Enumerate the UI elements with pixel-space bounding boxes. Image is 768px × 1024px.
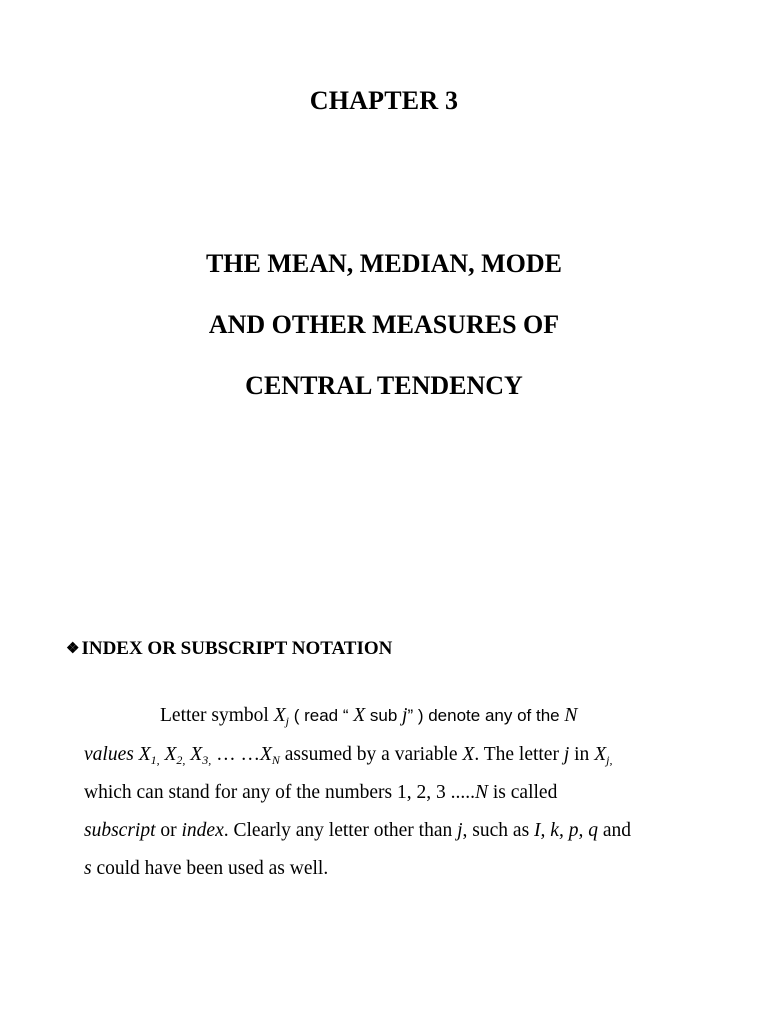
math-symbol: X: [273, 705, 286, 726]
math-symbol: j: [402, 705, 408, 726]
text-segment: ” ) denote any of the: [407, 706, 565, 725]
text-segment: . Clearly any letter other than: [223, 820, 458, 841]
title-line-2: AND OTHER MEASURES OF: [208, 310, 560, 339]
diamond-bullet-icon: ❖: [66, 641, 80, 657]
text-segment: which can stand for any of the numbers 1, 2, 3: [84, 782, 451, 803]
paragraph-line-5: [84, 858, 328, 880]
math-subscript: 3,: [202, 753, 212, 767]
math-subscript: j,: [606, 753, 613, 767]
italic-text: I, k, p, q: [534, 820, 598, 841]
text-segment: .....: [450, 782, 475, 803]
text-segment: is called: [488, 782, 558, 803]
math-symbol: X: [190, 744, 203, 765]
text-segment: could have been used as well.: [91, 858, 329, 879]
text-segment: , such as: [462, 820, 535, 841]
math-symbol: s: [84, 858, 92, 879]
math-symbol: X: [594, 744, 607, 765]
math-subscript: N: [271, 753, 280, 767]
title-line-1: THE MEAN, MEDIAN, MODE: [205, 249, 563, 278]
math-symbol: X: [138, 744, 151, 765]
text-segment: and: [597, 820, 631, 841]
text-segment: … …: [211, 744, 260, 765]
math-symbol: N: [475, 782, 489, 803]
italic-text: subscript: [84, 820, 156, 841]
text-segment: assumed by a variable: [279, 744, 463, 765]
text-segment: in: [569, 744, 595, 765]
math-symbol: j: [563, 744, 570, 765]
text-segment: or: [155, 820, 182, 841]
title-line-3: CENTRAL TENDENCY: [245, 371, 523, 400]
section-heading: [66, 638, 392, 660]
paragraph-line-2: [84, 744, 612, 766]
math-subscript: 2,: [176, 753, 186, 767]
math-symbol: X: [462, 744, 475, 765]
paragraph-line-3: [84, 782, 557, 804]
paragraph-line-1: [160, 705, 577, 727]
math-subscript: 1,: [150, 753, 160, 767]
paragraph-line-4: [84, 820, 631, 842]
section-heading-text: INDEX OR SUBSCRIPT NOTATION: [81, 638, 393, 659]
italic-text: index: [181, 820, 224, 841]
text-segment: sub: [365, 706, 403, 725]
text-segment: Letter symbol: [160, 705, 274, 726]
text-segment: . The letter: [474, 744, 564, 765]
math-subscript: j: [285, 714, 289, 728]
math-symbol: X: [259, 744, 272, 765]
math-symbol: X: [164, 744, 177, 765]
math-symbol: X: [353, 705, 366, 726]
chapter-heading: CHAPTER 3: [309, 86, 459, 115]
italic-text: values: [84, 744, 134, 765]
text-segment: ( read “: [289, 706, 354, 725]
math-symbol: j: [457, 820, 463, 841]
math-symbol: N: [564, 705, 578, 726]
